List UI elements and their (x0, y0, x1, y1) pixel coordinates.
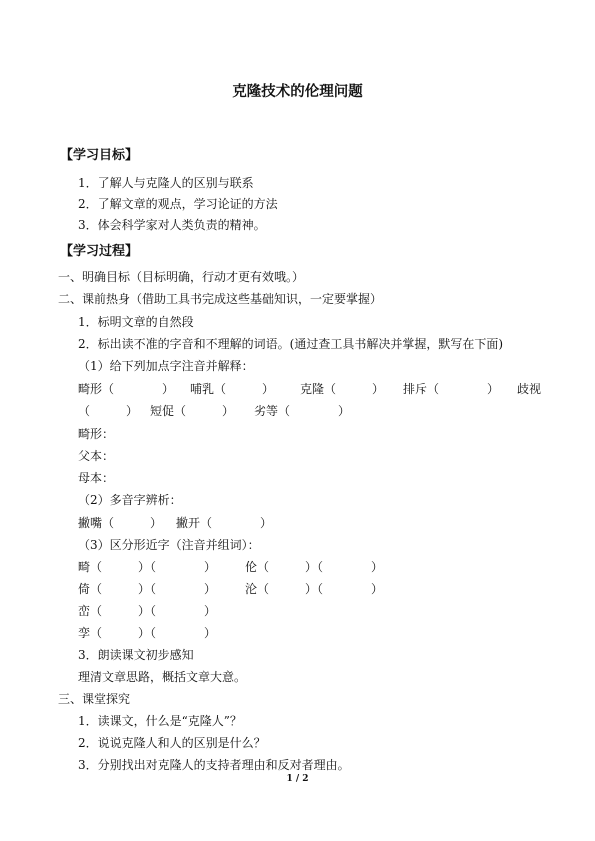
question-2: （2）多音字辨析： (78, 493, 182, 507)
objective-item: 2．了解文章的观点，学习论证的方法 (78, 197, 278, 211)
section-3: 三、课堂探究 (58, 692, 131, 706)
char-item: 伦（ ）（ ） (245, 560, 384, 574)
objective-item: 1．了解人与克隆人的区别与联系 (78, 176, 254, 190)
process-heading: 【学习过程】 (60, 244, 139, 259)
inquiry-item: 1．读课文，什么是“克隆人”？ (78, 714, 242, 728)
char-item: 倚（ ）（ ） (78, 582, 217, 596)
pinyin-item: 短促（ ） (150, 404, 235, 418)
pinyin-item: （ ） (78, 404, 139, 418)
objectives-heading: 【学习目标】 (60, 148, 139, 163)
pinyin-item: 畸形（ ） (78, 382, 175, 396)
char-item: 畸（ ）（ ） (78, 560, 217, 574)
char-item: 峦（ ）（ ） (78, 604, 217, 618)
objective-item: 3．体会科学家对人类负责的精神。 (78, 218, 266, 232)
char-item: 孪（ ）（ ） (78, 626, 217, 640)
section-1: 一、明确目标（目标明确，行动才更有效哦。） (58, 270, 305, 284)
polyphone-item: 撇嘴（ ） (78, 516, 163, 530)
question-3: （3）区分形近字（注音并组词）： (78, 538, 260, 552)
task-paragraphs: 1．标明文章的自然段 (78, 315, 194, 329)
pinyin-item: 排斥（ ） (403, 382, 500, 396)
page-number: 1 / 2 (286, 774, 309, 784)
task-reading-note: 理清文章思路，概括文章大意。 (78, 670, 247, 684)
pinyin-item: 劣等（ ） (254, 404, 351, 418)
question-1: （1）给下列加点字注音并解释： (78, 359, 254, 373)
page-title: 克隆技术的伦理问题 (232, 84, 363, 100)
pinyin-item: 歧视 (517, 382, 542, 396)
task-reading: 3．朗读课文初步感知 (78, 648, 194, 662)
pinyin-item: 克隆（ ） (300, 382, 385, 396)
explain-line: 父本： (78, 449, 115, 463)
char-item: 沦（ ）（ ） (245, 582, 384, 596)
inquiry-item: 3．分别找出对克隆人的支持者理由和反对者理由。 (78, 758, 350, 772)
task-words: 2．标出读不准的字音和不理解的词语。(通过查工具书解决并掌握，默写在下面) (78, 337, 504, 351)
inquiry-item: 2．说说克隆人和人的区别是什么？ (78, 736, 266, 750)
section-2: 二、课前热身（借助工具书完成这些基础知识，一定要掌握） (58, 292, 383, 306)
pinyin-item: 哺乳（ ） (190, 382, 275, 396)
explain-line: 母本： (78, 471, 115, 485)
explain-line: 畸形： (78, 427, 115, 441)
polyphone-item: 撇开（ ） (176, 516, 273, 530)
